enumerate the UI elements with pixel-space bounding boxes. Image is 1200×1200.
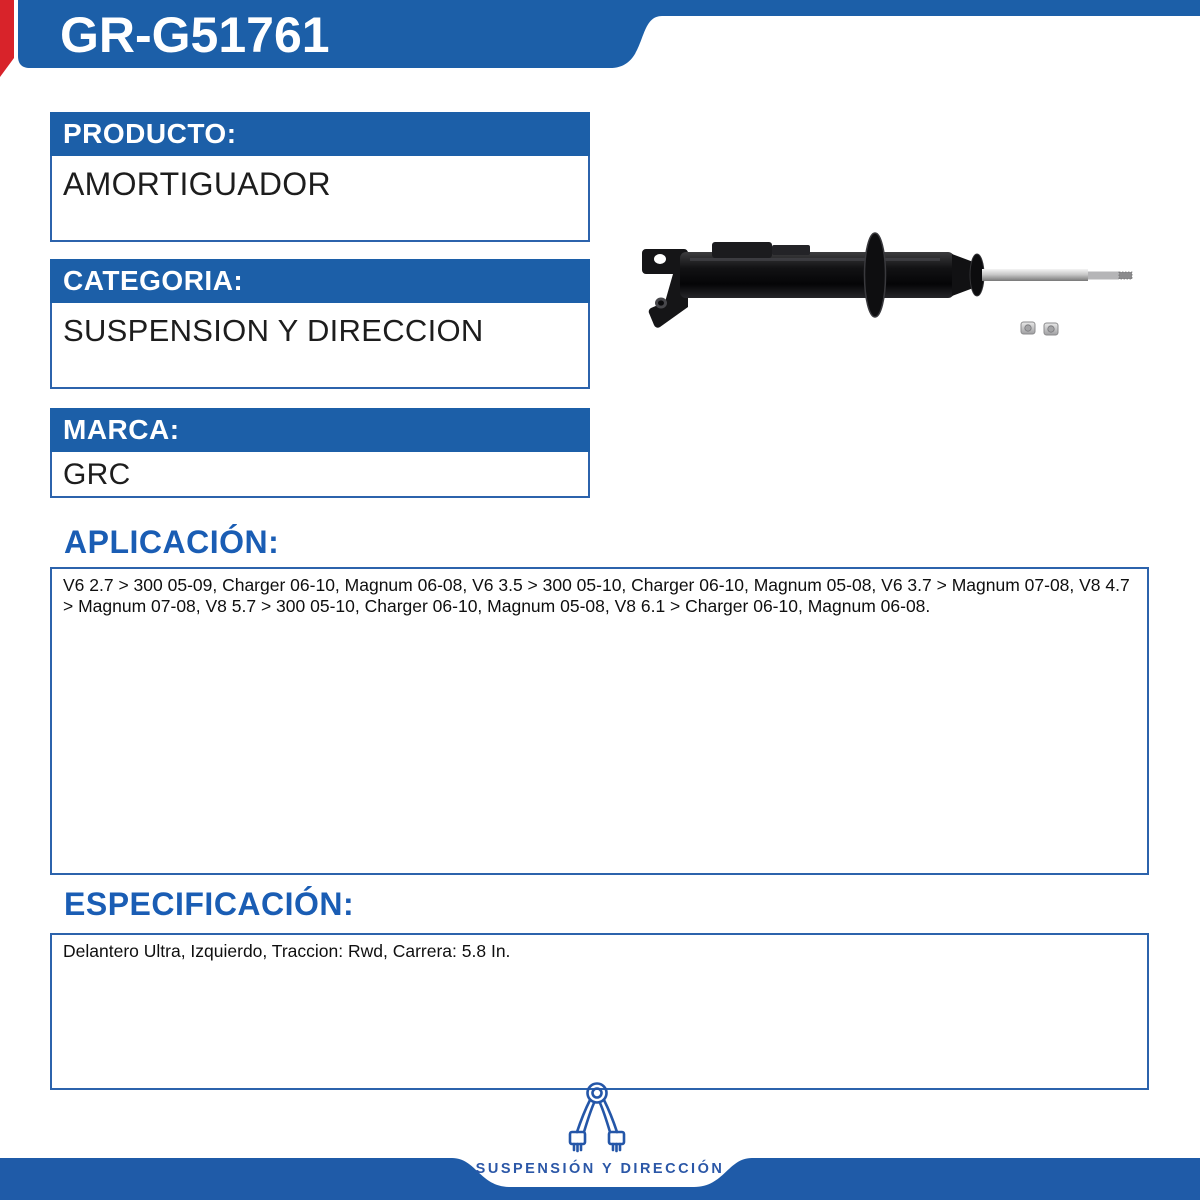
field-producto <box>50 112 590 242</box>
aplicacion-box: V6 2.7 > 300 05-09, Charger 06-10, Magnum 06-08, V6 3.5 > 300 05-10, Charger 06-10, Magnum 05-08, V6 3.7 > Magnum 07-08, V8 4.7 > Magnum 07-08, V8 5.7 > 300 05-10, Charger 06-10, Magnum 05-08, V8 6.1 > Charger 06-10, Magnum 06-08. <box>50 567 1149 875</box>
field-categoria <box>50 259 590 389</box>
field-producto-label: PRODUCTO: <box>50 112 590 156</box>
field-categoria-label: CATEGORIA: <box>50 259 590 303</box>
red-ribbon <box>0 0 14 77</box>
piston-rod <box>982 269 1132 281</box>
field-marca-value: GRC <box>50 452 590 498</box>
especificacion-title: ESPECIFICACIÓN: <box>64 886 355 922</box>
shock-body <box>680 242 954 298</box>
spring-seat-disc <box>865 233 886 317</box>
rod-exit-flange <box>970 254 984 296</box>
control-arm-icon <box>557 1080 637 1158</box>
field-marca <box>50 408 590 498</box>
product-photo-shock-absorber <box>630 225 1140 360</box>
field-categoria-value: SUSPENSION Y DIRECCION <box>50 303 590 389</box>
field-marca-label: MARCA: <box>50 408 590 452</box>
field-producto-value: AMORTIGUADOR <box>50 156 590 242</box>
footer-brand-text: SUSPENSIÓN Y DIRECCIÓN <box>475 1161 725 1177</box>
aplicacion-title: APLICACIÓN: <box>64 524 280 560</box>
page-title: GR-G51761 <box>60 7 330 63</box>
especificacion-box: Delantero Ultra, Izquierdo, Traccion: Rwd, Carrera: 5.8 In. <box>50 933 1149 1090</box>
mounting-nuts <box>1021 322 1058 335</box>
